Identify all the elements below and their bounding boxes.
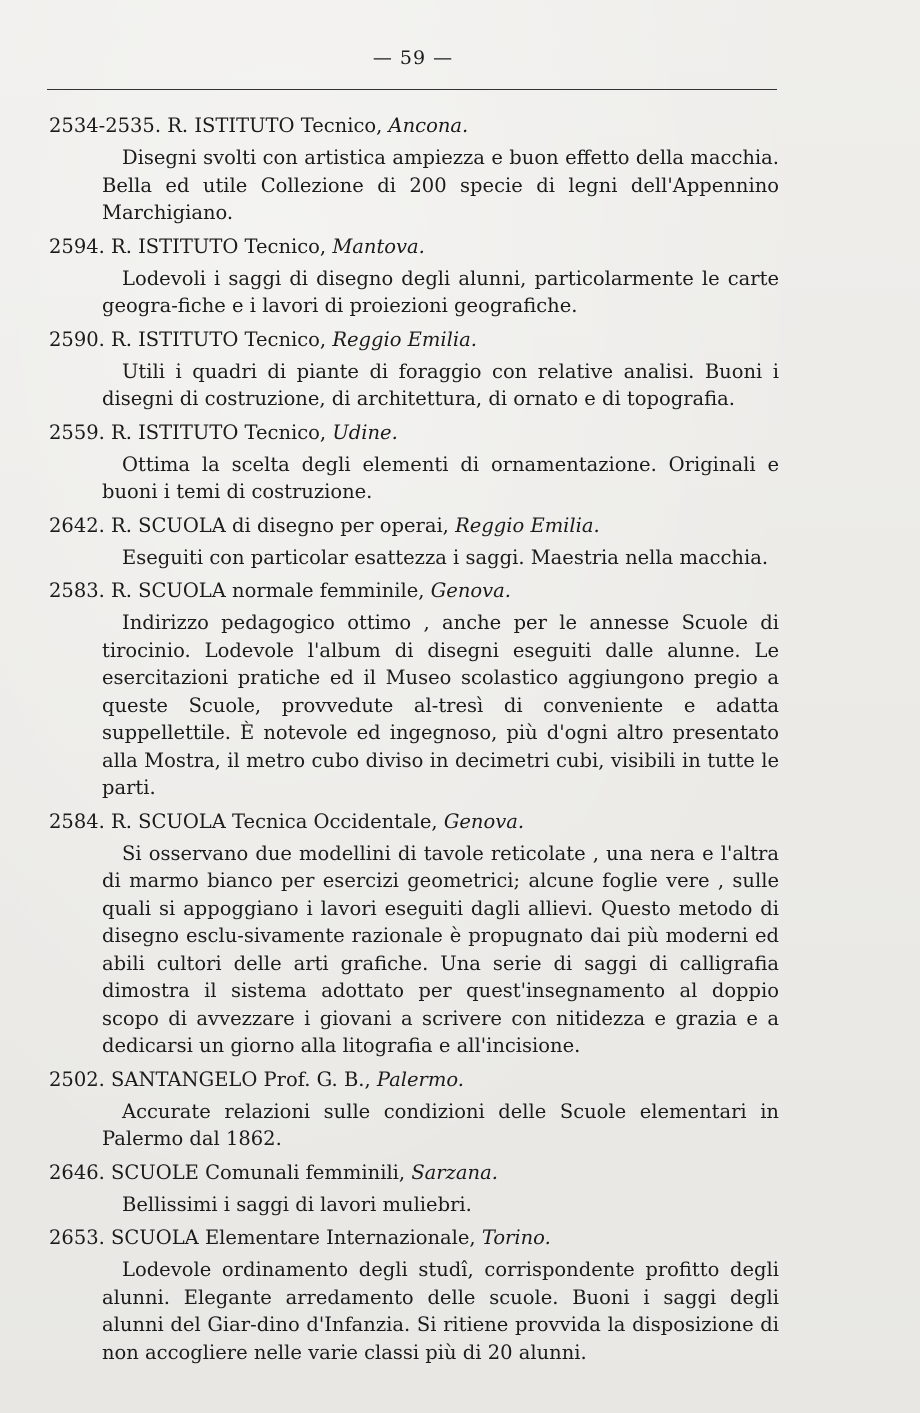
description-line: Accurate relazioni sulle condizioni delle Scuole elementari in Palermo: [102, 1099, 779, 1150]
catalogue-entry: [49, 577, 779, 802]
catalogue-entry: [49, 112, 779, 227]
entry-number-and-institution: 2590. R. ISTITUTO Tecnico,: [49, 327, 333, 351]
entry-place: Palermo.: [376, 1067, 464, 1091]
entry-heading: [49, 1159, 779, 1186]
entry-place: Reggio Emilia.: [332, 327, 477, 351]
catalogue-entry: [49, 1224, 779, 1366]
description-line: fiche e i lavori di proiezioni geografiche.: [177, 294, 578, 317]
entry-description: [102, 265, 779, 320]
entry-number-and-institution: 2594. R. ISTITUTO Tecnico,: [49, 234, 333, 258]
header-rule: [47, 89, 777, 90]
description-line: marmo bianco per esercizi geometrici; alcune foglie vere , sulle quali si: [102, 869, 780, 920]
entry-description: [102, 1098, 779, 1153]
entry-heading: [49, 1224, 779, 1251]
description-line: appoggiano i lavori eseguiti dagli allievi. Questo metodo di disegno esclu-: [102, 896, 779, 947]
description-line: ed utile Collezione di 200 specie di legni dell'Appennino Marchigiano.: [102, 173, 779, 224]
description-line: visibili in tutte le parti.: [102, 748, 779, 799]
entry-description: [102, 544, 779, 572]
entry-number-and-institution: 2559. R. ISTITUTO Tecnico,: [49, 420, 333, 444]
entry-number-and-institution: 2534-2535. R. ISTITUTO Tecnico,: [49, 114, 389, 137]
description-line: ed il Museo scolastico aggiungono pregio a queste Scuole, provvedute al-: [102, 666, 780, 717]
entry-number-and-institution: 2583. R. SCUOLA normale femminile,: [49, 579, 431, 602]
entry-heading: [49, 326, 779, 353]
description-line: Utili i quadri di piante di foraggio con relative analisi. Buoni i disegni: [102, 359, 779, 410]
catalogue-entry: [49, 1066, 779, 1153]
description-line: Eseguiti con particolar esattezza i saggi. Maestria nella macchia.: [122, 545, 769, 569]
entry-place: Sarzana.: [411, 1160, 498, 1184]
catalogue-entries: [49, 112, 779, 1372]
entry-place: Torino.: [481, 1226, 551, 1249]
description-line: dal 1862.: [189, 1127, 282, 1150]
description-line: dino d'Infanzia. Si ritiene provvida la disposizione di non accogliere nelle: [102, 1313, 779, 1364]
entry-number-and-institution: 2584. R. SCUOLA Tecnica Occidentale,: [49, 809, 444, 833]
description-line: Lodevole l'album di disegni eseguiti dalle alunne. Le esercitazioni pratiche: [102, 638, 779, 689]
entry-heading: [49, 112, 779, 139]
catalogue-entry: [49, 1159, 779, 1219]
entry-number-and-institution: 2642. R. SCUOLA di disegno per operai,: [49, 513, 456, 537]
description-line: Elegante arredamento delle scuole. Buoni i saggi degli alunni del Giar-: [102, 1285, 779, 1336]
description-line: Lodevole ordinamento degli studî, corrispondente profitto degli alunni.: [102, 1258, 779, 1309]
entry-place: Reggio Emilia.: [455, 513, 600, 537]
description-line: temi di costruzione.: [176, 480, 373, 503]
entry-heading: [49, 419, 779, 446]
entry-description: [102, 451, 779, 506]
description-line: Lodevoli i saggi di disegno degli alunni, particolarmente le carte geogra-: [102, 266, 779, 317]
description-line: d'ogni altro presentato alla Mostra, il metro cubo diviso in decimetri cubi,: [102, 721, 779, 772]
entry-heading: [49, 233, 779, 260]
description-line: per quest'insegnamento al doppio scopo di avvezzare i giovani a scrivere: [102, 979, 779, 1030]
description-line: varie classi più di 20 alunni.: [308, 1340, 587, 1364]
entry-place: Genova.: [443, 809, 525, 833]
description-line: tresì di conveniente e adatta suppellettile. È notevole ed ingegnoso, più: [102, 693, 779, 744]
catalogue-entry: [49, 808, 779, 1060]
entry-place: Ancona.: [388, 114, 469, 137]
entry-place: Genova.: [430, 579, 511, 602]
description-line: arti grafiche. Una serie di saggi di calligrafia dimostra il sistema adottato: [102, 951, 779, 1002]
description-line: con nitidezza e grazia e a dedicarsi un giorno alla litografia e all'incisione.: [102, 1006, 779, 1057]
entry-number-and-institution: 2646. SCUOLE Comunali femminili,: [49, 1160, 412, 1184]
description-line: Bellissimi i saggi di lavori muliebri.: [122, 1192, 472, 1216]
entry-number-and-institution: 2502. SANTANGELO Prof. G. B.,: [49, 1067, 377, 1091]
page-number: — 59 —: [372, 47, 454, 69]
entry-description: [102, 1191, 779, 1219]
entry-heading: [49, 577, 779, 604]
entry-heading: [49, 1066, 779, 1093]
catalogue-entry: [49, 512, 779, 572]
entry-heading: [49, 808, 779, 835]
entry-number-and-institution: 2653. SCUOLA Elementare Internazionale,: [49, 1226, 482, 1249]
description-line: Indirizzo pedagogico ottimo , anche per le annesse Scuole di tirocinio.: [102, 611, 779, 662]
entry-place: Udine.: [332, 420, 398, 444]
entry-description: [102, 609, 779, 802]
entry-description: [102, 144, 779, 227]
description-line: Disegni svolti con artistica ampiezza e buon effetto della macchia. Bella: [102, 146, 779, 197]
catalogue-entry: [49, 326, 779, 413]
catalogue-entry: [49, 419, 779, 506]
entry-description: [102, 1256, 779, 1366]
description-line: sivamente razionale è propugnato dai più moderni ed abili cultori delle: [102, 924, 779, 975]
entry-description: [102, 358, 779, 413]
description-line: Si osservano due modellini di tavole reticolate , una nera e l'altra di: [102, 841, 779, 892]
entry-place: Mantova.: [332, 234, 425, 258]
entry-description: [102, 840, 779, 1060]
description-line: di costruzione, di architettura, di ornato e di topografia.: [179, 387, 735, 410]
catalogue-entry: [49, 233, 779, 320]
description-line: Ottima la scelta degli elementi di ornamentazione. Originali e buoni i: [102, 452, 779, 503]
entry-heading: [49, 512, 779, 539]
